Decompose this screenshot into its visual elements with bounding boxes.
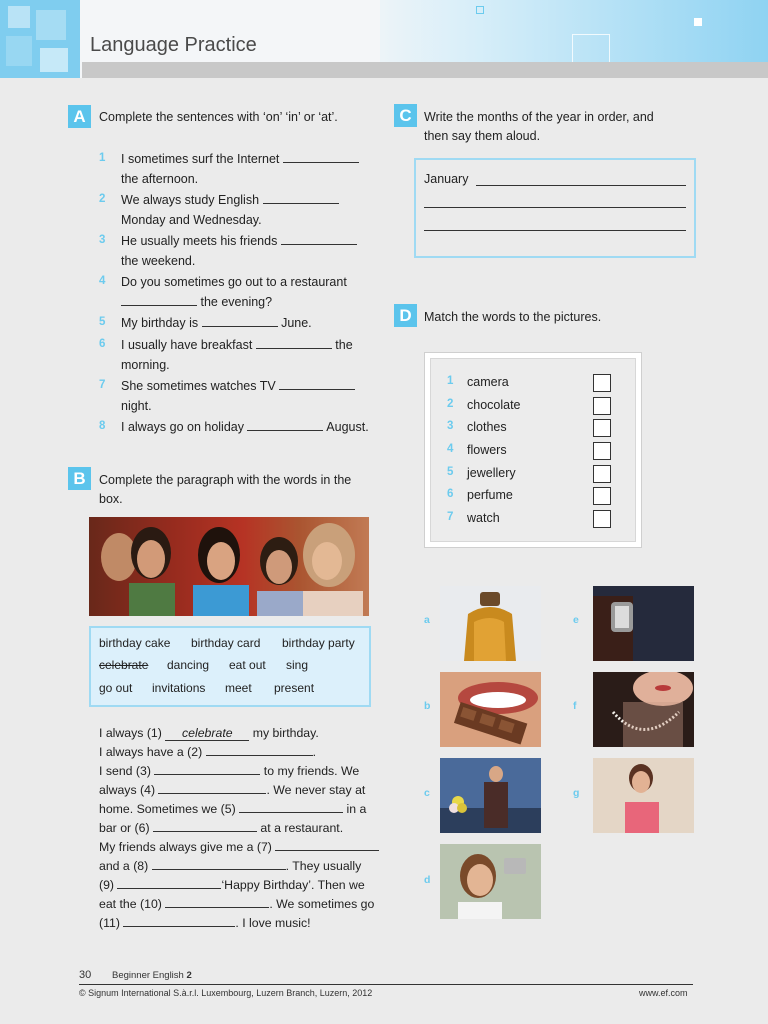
item-word: camera — [467, 375, 509, 389]
section-a-instruction: Complete the sentences with ‘on’ ‘in’ or ‘at’. — [99, 110, 338, 124]
item-number: 6 — [447, 488, 454, 501]
header-decoration — [572, 34, 610, 64]
header-tiles — [0, 0, 80, 78]
instruction-line: then say them aloud. — [424, 129, 541, 143]
answer-blank[interactable] — [165, 896, 269, 908]
answer-checkbox[interactable] — [593, 419, 611, 437]
item-word: chocolate — [467, 397, 521, 412]
item-number: 1 — [447, 375, 454, 387]
answer-checkbox[interactable] — [593, 487, 611, 505]
item-number: 3 — [99, 234, 106, 246]
answer-checkbox[interactable] — [593, 442, 611, 460]
item-number: 8 — [99, 420, 106, 432]
camera-picture[interactable] — [440, 844, 541, 919]
item-text: I always go on holiday — [121, 420, 244, 434]
item-text: June. — [281, 316, 312, 330]
answer-blank[interactable] — [152, 858, 286, 870]
answer-blank[interactable] — [206, 744, 313, 756]
footer-url[interactable]: www.ef.com — [639, 988, 688, 998]
months-writing-box — [414, 158, 696, 258]
list-item — [99, 273, 379, 314]
item-text: He usually meets his friends — [121, 234, 278, 248]
item-text: She sometimes watches TV — [121, 379, 276, 393]
section-c-instruction — [424, 108, 704, 146]
item-word: perfume — [467, 488, 513, 503]
list-item — [447, 509, 627, 532]
section-d-badge: D — [394, 304, 417, 327]
answer-checkbox[interactable] — [593, 510, 611, 528]
paragraph-text: (9) — [99, 878, 115, 892]
answer-blank[interactable] — [154, 763, 260, 775]
list-item — [99, 150, 379, 191]
item-word: watch — [467, 511, 500, 526]
word-option: birthday party — [282, 636, 355, 650]
answer-checkbox[interactable] — [593, 465, 611, 483]
paragraph-text: my birthday. — [252, 726, 319, 740]
list-item — [99, 232, 379, 273]
paragraph-text: . — [312, 745, 317, 759]
item-number: 5 — [447, 465, 454, 478]
item-text: the weekend. — [121, 253, 196, 268]
list-item — [99, 377, 379, 418]
item-number: 7 — [447, 511, 454, 524]
item-number: 5 — [99, 316, 106, 328]
item-number: 6 — [99, 338, 106, 350]
word-box — [89, 626, 371, 707]
paragraph-text: . We sometimes go — [269, 897, 375, 911]
match-list — [430, 358, 636, 542]
item-text: August. — [326, 420, 369, 434]
item-number: 1 — [99, 152, 106, 164]
list-item — [447, 396, 627, 419]
picture-label: c — [424, 787, 430, 799]
writing-line[interactable] — [476, 185, 686, 186]
paragraph-text: I always have a (2) — [99, 745, 203, 759]
answer-checkbox[interactable] — [593, 397, 611, 415]
answer-blank[interactable] — [283, 151, 359, 163]
section-c-badge: C — [394, 104, 417, 127]
answer-blank[interactable] — [247, 419, 323, 431]
paragraph-text: eat the (10) — [99, 897, 162, 911]
paragraph-text: . I love music! — [235, 916, 311, 930]
item-text: Do you sometimes go out to a restaurant — [121, 275, 347, 289]
paragraph-text: and a (8) — [99, 859, 149, 873]
paragraph-text: . We never stay at — [266, 783, 366, 797]
item-text: My birthday is — [121, 316, 199, 330]
perfume-picture[interactable] — [440, 586, 541, 661]
paragraph-text: (11) — [99, 916, 120, 930]
item-word: clothes — [467, 420, 507, 435]
list-item — [447, 464, 627, 487]
answer-blank[interactable] — [123, 915, 235, 927]
word-option: invitations — [152, 681, 206, 695]
example-month: January — [424, 172, 469, 186]
book-title: Beginner English — [112, 970, 184, 981]
paragraph-text: bar or (6) — [99, 821, 150, 835]
header-decoration — [476, 6, 484, 14]
header-decoration — [694, 18, 702, 26]
section-d-instruction: Match the words to the pictures. — [424, 310, 602, 324]
party-photo — [89, 517, 369, 616]
picture-label: g — [573, 787, 580, 799]
section-b-badge: B — [68, 467, 91, 490]
answer-blank[interactable] — [202, 315, 278, 327]
watch-picture[interactable] — [593, 586, 694, 661]
word-option: birthday card — [191, 636, 261, 650]
answer-blank[interactable] — [239, 801, 343, 813]
answer-blank[interactable] — [263, 192, 339, 204]
item-text: night. — [121, 398, 152, 413]
paragraph-text: ‘Happy Birthday’. Then we — [221, 878, 365, 892]
book-level: 2 — [186, 970, 192, 981]
picture-label: f — [573, 700, 577, 712]
item-text: We always study English — [121, 193, 260, 207]
answer-blank[interactable] — [256, 337, 332, 349]
paragraph-text: to my friends. We — [263, 764, 360, 778]
instruction-line: Complete the paragraph with the words in the — [99, 473, 352, 487]
item-text: the — [335, 338, 353, 352]
page-title: Language Practice — [90, 34, 257, 56]
word-option: present — [274, 681, 315, 695]
list-item — [99, 314, 379, 336]
writing-line[interactable] — [424, 230, 686, 231]
item-number: 2 — [99, 193, 106, 205]
word-option: sing — [286, 658, 309, 672]
list-item — [99, 418, 379, 440]
paragraph-text: always (4) — [99, 783, 156, 797]
item-number: 3 — [447, 420, 454, 433]
chocolate-picture[interactable] — [440, 672, 541, 747]
list-item — [447, 441, 627, 464]
paragraph-text: at a restaurant. — [260, 821, 344, 835]
header-bar — [82, 62, 768, 78]
item-text: the evening? — [200, 294, 273, 309]
item-text: Monday and Wednesday. — [121, 212, 262, 227]
answer-blank[interactable] — [121, 294, 197, 306]
answer-blank[interactable] — [117, 877, 221, 889]
word-option: birthday cake — [99, 636, 171, 650]
item-word: jewellery — [467, 465, 516, 480]
item-text: I sometimes surf the Internet — [121, 152, 280, 166]
answer-blank[interactable] — [275, 839, 379, 851]
item-text: morning. — [121, 357, 170, 372]
footer-divider — [79, 984, 693, 985]
instruction-line: box. — [99, 492, 123, 506]
answer-blank[interactable] — [279, 378, 355, 390]
flowers-picture[interactable] — [440, 758, 541, 833]
example-answer: celebrate — [182, 726, 233, 740]
item-number: 7 — [99, 379, 106, 391]
answer-blank[interactable] — [153, 820, 257, 832]
section-b-instruction — [99, 471, 379, 509]
picture-label: b — [424, 700, 431, 712]
copyright: © Signum International S.à.r.l. Luxembourg, Luzern Branch, Luzern, 2012 — [79, 988, 373, 998]
section-a-list — [99, 150, 379, 440]
answer-blank[interactable] — [281, 233, 357, 245]
writing-line[interactable] — [424, 207, 686, 208]
list-item — [447, 486, 627, 509]
item-text: the afternoon. — [121, 171, 199, 186]
item-number: 2 — [447, 397, 454, 410]
paragraph-text: I always (1) — [99, 726, 162, 740]
word-option: eat out — [229, 658, 266, 672]
footer-book — [112, 970, 192, 981]
paragraph-text: . They usually — [285, 859, 362, 873]
answer-checkbox[interactable] — [593, 374, 611, 392]
word-option-used: celebrate — [99, 658, 149, 672]
paragraph-text: I send (3) — [99, 764, 151, 778]
page-number: 30 — [79, 969, 92, 981]
picture-label: e — [573, 614, 579, 626]
jewellery-picture[interactable] — [593, 672, 694, 747]
answer-blank[interactable] — [165, 727, 249, 741]
picture-label: a — [424, 614, 430, 626]
section-a-badge: A — [68, 105, 91, 128]
list-item — [99, 191, 379, 232]
item-text: I usually have breakfast — [121, 338, 253, 352]
word-option: meet — [225, 681, 252, 695]
clothes-picture[interactable] — [593, 758, 694, 833]
word-option: dancing — [167, 658, 210, 672]
answer-blank[interactable] — [158, 782, 266, 794]
paragraph-text: My friends always give me a (7) — [99, 840, 272, 854]
list-item — [447, 373, 627, 396]
instruction-line: Write the months of the year in order, and — [424, 110, 654, 124]
match-items — [447, 373, 627, 532]
item-number: 4 — [99, 275, 106, 287]
picture-label: d — [424, 874, 431, 886]
item-number: 4 — [447, 443, 454, 456]
gap-fill-paragraph — [99, 724, 389, 933]
paragraph-text: home. Sometimes we (5) — [99, 802, 236, 816]
word-option: go out — [99, 681, 133, 695]
list-item — [99, 336, 379, 377]
paragraph-text: in a — [346, 802, 367, 816]
item-word: flowers — [467, 443, 507, 458]
list-item — [447, 418, 627, 441]
